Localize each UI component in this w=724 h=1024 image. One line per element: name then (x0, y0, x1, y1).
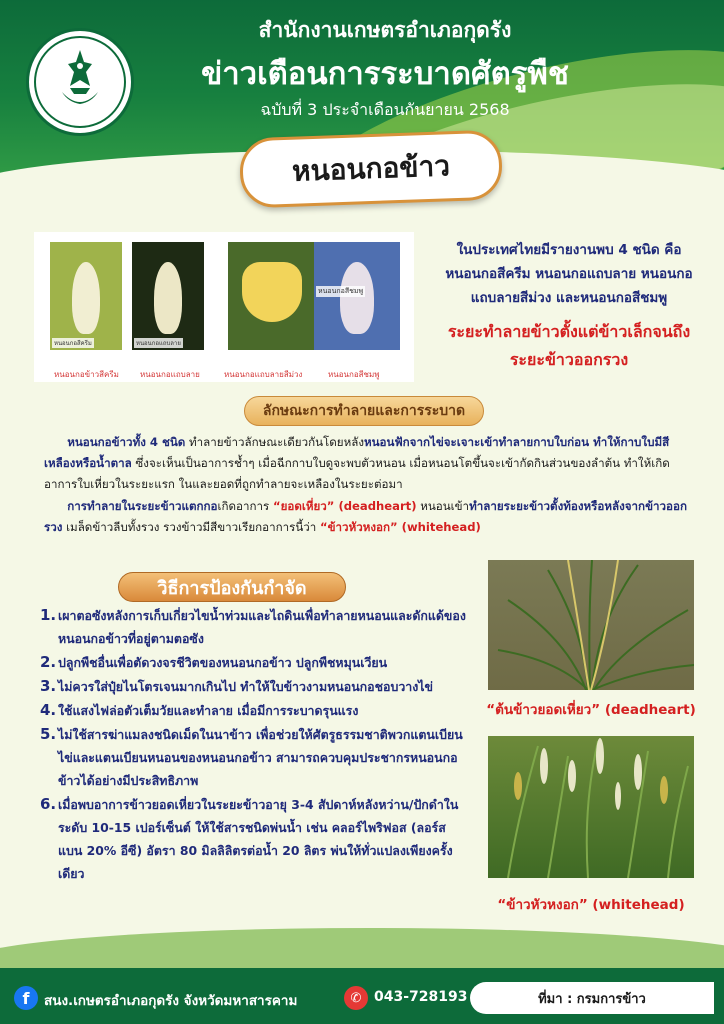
department-logo (26, 28, 134, 136)
moth-photo-purple-striped (228, 242, 316, 360)
control-text: ไม่ใช้สารฆ่าแมลงชนิดเม็ดในนาข้าว เพื่อช่วยให้ศัตรูธรรมชาติพวกแตนเบียนไข่และแตนเบียนหนอนของหนอนกอข้าว สามารถควบคุมประชากรหนอนกอข้าวได้อย่างมีประสิทธิภาพ (58, 727, 463, 788)
office-name: สำนักงานเกษตรอำเภอกุดรัง (258, 18, 512, 42)
damage-text: หนอนเข้า (416, 499, 470, 513)
moth-caption: หนอนกอสีชมพู (328, 370, 380, 379)
moth-photo-label: หนอนกอสีชมพู (318, 287, 364, 295)
control-text: ไม่ควรใส่ปุ๋ยไนโตรเจนมากเกินไป ทำให้ใบข้าวงามหนอนกอชอบวางไข่ (58, 679, 434, 694)
control-section-heading: วิธีการป้องกันกำจัด (118, 572, 346, 602)
moth-icon (242, 262, 302, 322)
moth-photo-cream (50, 242, 122, 360)
moth-photo-pink (314, 242, 400, 360)
moth-photo-label: หนอนกอแถบลาย (136, 340, 181, 347)
title-banner (239, 129, 503, 208)
damage-bold: ทำลายระยะข้าวตั้งท้องหรือหลังจากข้าวออกรวง (44, 499, 687, 534)
rice-field-icon (488, 736, 694, 878)
moth-caption: หนอนกอข้าวสีครีม (54, 370, 119, 379)
control-text: เผาตอซังหลังการเก็บเกี่ยวไขน้ำท่วมและไถดินเพื่อทำลายหนอนและดักแด้ของหนอนกอข้าวที่อยู่ตามตอซัง (58, 608, 466, 646)
moth-icon (340, 262, 374, 334)
intro-line: หนอนกอสีครีม หนอนกอแถบลาย หนอนกอ (445, 266, 693, 282)
control-num: 1. (40, 606, 57, 624)
moth-caption: หนอนกอแถบลาย (140, 370, 200, 379)
control-num: 3. (40, 677, 57, 695)
source-credit: ที่มา : กรมการข้าว (470, 982, 714, 1014)
moth-photo-panel (34, 232, 414, 382)
damage-text: เกิดอาการ (217, 499, 273, 513)
damage-bold: การทำลายในระยะข้าวแตกกอ (67, 499, 218, 513)
control-num: 2. (40, 653, 57, 671)
control-num: 6. (40, 795, 57, 813)
damage-text: ทำลายข้าวลักษณะเดียวกันโดยหลัง (185, 435, 364, 449)
moth-icon (72, 262, 100, 334)
whitehead-photo (488, 736, 694, 878)
control-num: 4. (40, 701, 57, 719)
control-text: ใช้แสงไฟล่อตัวเต็มวัยและทำลาย เมื่อมีการระบาดรุนแรง (58, 703, 359, 718)
intro-text (424, 238, 714, 310)
intro-line: แถบลายสีม่วง และหนอนกอสีชมพู (470, 290, 668, 306)
facebook-icon: f (14, 986, 38, 1010)
moth-photo-label: หนอนกอสีครีม (54, 340, 92, 347)
damage-paragraph-1 (44, 432, 694, 495)
damage-paragraph-2 (44, 496, 694, 538)
deity-emblem-icon (40, 42, 120, 122)
whitehead-term: “ข้าวหัวหงอก” (whitehead) (320, 520, 481, 534)
damage-bold: หนอนกอข้าวทั้ง 4 ชนิด (67, 435, 186, 449)
phone-number: 043-728193 (374, 989, 468, 1005)
facebook-page-name: สนง.เกษตรอำเภอกุดรัง จังหวัดมหาสารคาม (44, 993, 298, 1009)
moth-icon (154, 262, 182, 334)
damage-bold: หนอนฟักจากไข่จะเจาะเข้าทำลายกาบใบก่อน ทำให้กาบใบมีสีเหลืองหรือน้ำตาล (44, 435, 670, 470)
whitehead-caption: “ข้าวหัวหงอก” (whitehead) (497, 897, 685, 913)
intro-line: ในประเทศไทยมีรายงานพบ 4 ชนิด คือ (456, 242, 682, 258)
control-item (40, 723, 470, 792)
moth-photo-striped (132, 242, 204, 360)
control-item (40, 675, 470, 698)
control-item (40, 793, 470, 885)
damage-stage-line: ระยะข้าวออกรวง (509, 350, 629, 369)
control-item (40, 651, 470, 674)
control-list (40, 604, 470, 886)
deadheart-term: “ยอดเหี่ยว” (deadheart) (272, 499, 417, 513)
damage-text: เมล็ดข้าวลีบทั้งรวง รวงข้าวมีสีขาวเรียกอาการนี้ว่า (62, 520, 320, 534)
moth-caption: หนอนกอแถบลายสีม่วง (224, 370, 303, 379)
control-num: 5. (40, 725, 57, 743)
rice-plant-icon (488, 560, 694, 690)
damage-text: ซึ่งจะเห็นเป็นอาการช้ำๆ เมื่อฉีกกาบใบดูจะพบตัวหนอน เมื่อหนอนโตขึ้นจะเข้ากัดกินส่วนของลำต้น ทำให้เกิดอาการใบเหี่ยวในระยะแรก ในและยอดที่ถูกทำลายจะเหลืองในระยะต่อมา (44, 456, 670, 491)
page-headline: ข่าวเตือนการระบาดศัตรูพืช (201, 56, 569, 92)
issue-info: ฉบับที่ 3 ประจำเดือนกันยายน 2568 (260, 100, 510, 119)
logo-emblem (34, 36, 126, 128)
phone-icon: ✆ (344, 986, 368, 1010)
deadheart-caption: “ต้นข้าวยอดเหี่ยว” (deadheart) (486, 702, 696, 718)
control-item (40, 604, 470, 650)
damage-stage-text (424, 318, 714, 374)
damage-section-heading: ลักษณะการทำลายและการระบาด (244, 396, 484, 426)
deadheart-photo (488, 560, 694, 690)
control-text: เมื่อพบอาการข้าวยอดเหี่ยวในระยะข้าวอายุ 3-4 สัปดาห์หลังหว่าน/ปักดำในระดับ 10-15 เปอร์เซ็นต์ ให้ใช้สารชนิดพ่นน้ำ เช่น คลอร์ไพริฟอส (ลอร์สแบน 20% อีซี) อัตรา 80 มิลลิลิตรต่อน้ำ 20 ลิตร พ่นให้ทั่วแปลงเพียงครั้งเดียว (58, 797, 459, 881)
page-title: หนอนกอข้าว (291, 149, 451, 188)
damage-stage-line: ระยะทำลายข้าวตั้งแต่ข้าวเล็กจนถึง (447, 322, 691, 341)
control-item (40, 699, 470, 722)
control-text: ปลูกพืชอื่นเพื่อตัดวงจรชีวิตของหนอนกอข้าว ปลูกพืชหมุนเวียน (58, 655, 388, 670)
